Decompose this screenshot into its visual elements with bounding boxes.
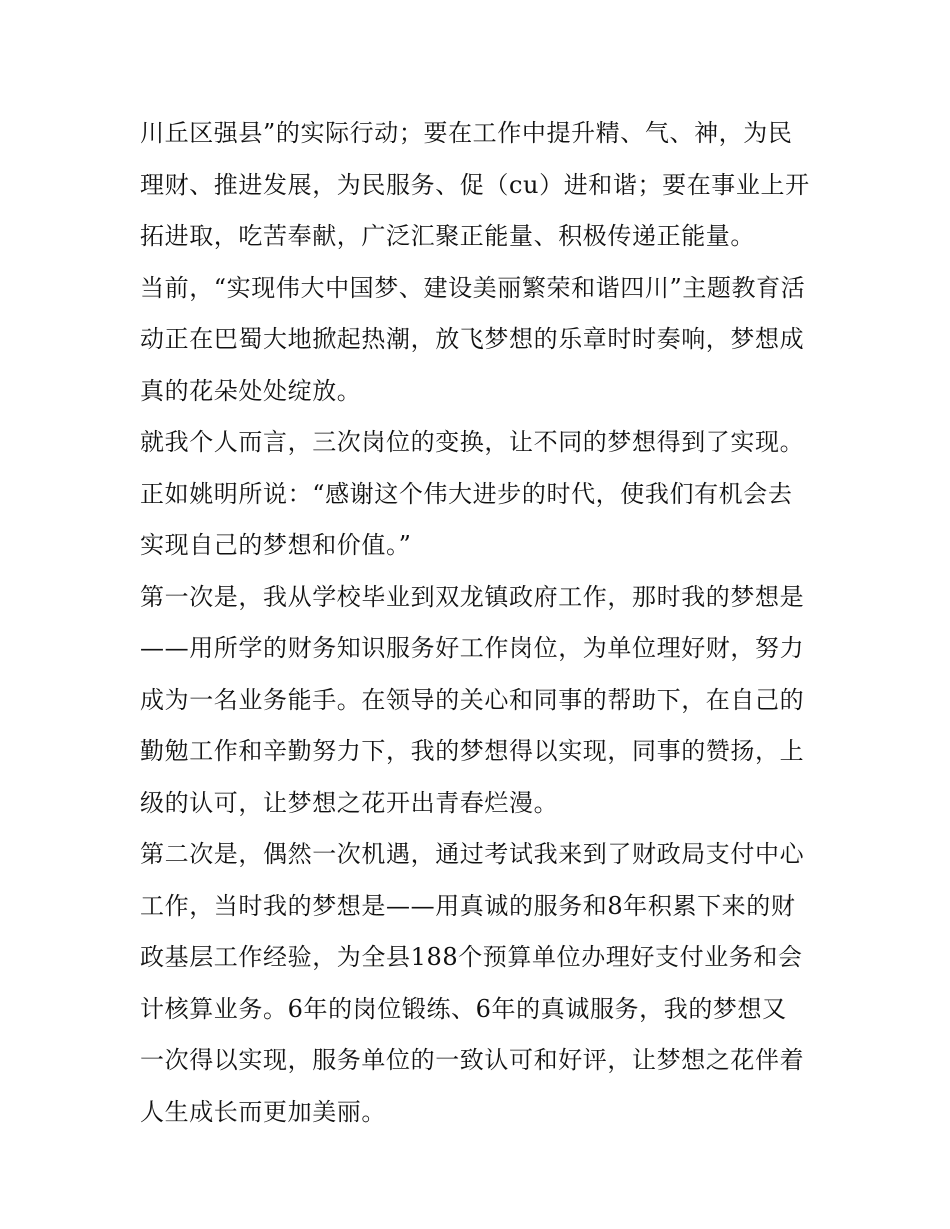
text-line: 真的花朵处处绽放。	[140, 376, 362, 405]
text-line: 第二次是，偶然一次机遇，通过考试我来到了财政局支付中心	[140, 840, 805, 868]
text-line: 工作，当时我的梦想是——用真诚的服务和8年积累下来的财	[140, 891, 796, 920]
text-line: 人生成长而更加美丽。	[140, 1097, 386, 1126]
text-line: 动正在巴蜀大地掀起热潮，放飞梦想的乐章时时奏响，梦想成	[140, 325, 805, 353]
document-body	[140, 108, 830, 1138]
text-line: 一次得以实现，服务单位的一致认可和好评，让梦想之花伴着	[140, 1046, 805, 1074]
text-line: 就我个人而言，三次岗位的变换，让不同的梦想得到了实现。	[140, 428, 805, 456]
text-line: 第一次是，我从学校毕业到双龙镇政府工作，那时我的梦想是	[140, 582, 805, 611]
text-line: 拓进取，吃苦奉献，广泛汇聚正能量、积极传递正能量。	[140, 222, 755, 250]
text-line: 当前，“实现伟大中国梦、建设美丽繁荣和谐四川”主题教育活	[140, 273, 806, 302]
text-line: 实现自己的梦想和价值。”	[140, 531, 412, 559]
text-line: 级的认可，让梦想之花开出青春烂漫。	[140, 788, 559, 817]
text-line: 成为一名业务能手。在领导的关心和同事的帮助下，在自己的	[140, 685, 805, 714]
text-line: 政基层工作经验，为全县188个预算单位办理好支付业务和会	[140, 943, 803, 971]
text-line: 理财、推进发展，为民服务、促（cu）进和谐；要在事业上开	[140, 170, 810, 199]
text-line: 计核算业务。6年的岗位锻练、6年的真诚服务，我的梦想又	[140, 994, 787, 1023]
text-line: 正如姚明所说：“感谢这个伟大进步的时代，使我们有机会去	[140, 479, 793, 508]
text-line: ——用所学的财务知识服务好工作岗位，为单位理好财，努力	[140, 634, 805, 662]
text-line: 勤勉工作和辛勤努力下，我的梦想得以实现，同事的赞扬，上	[140, 737, 805, 765]
text-line: 川丘区强县”的实际行动；要在工作中提升精、气、神，为民	[140, 119, 793, 147]
